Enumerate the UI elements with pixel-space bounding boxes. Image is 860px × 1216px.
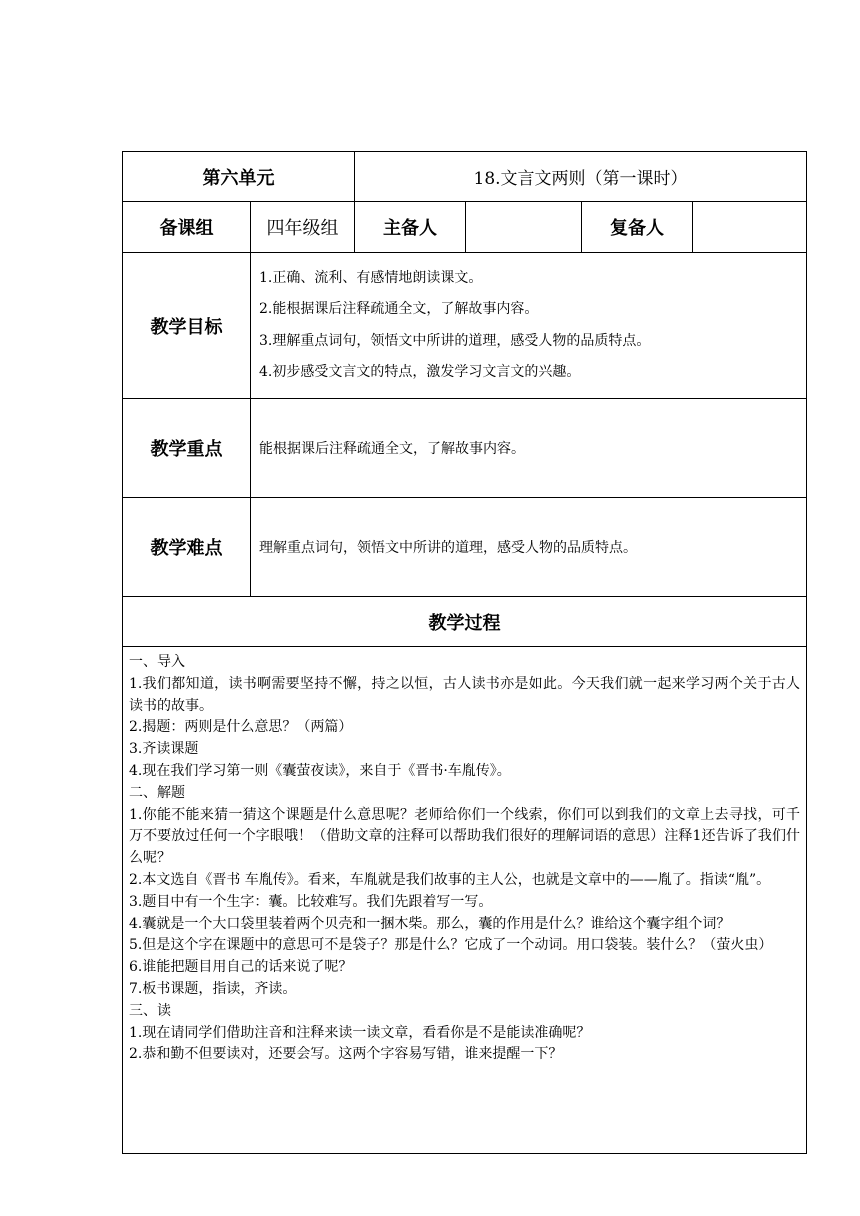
header-row [123, 152, 807, 202]
process-line: 2.恭和勤不但要读对，还要会写。这两个字容易写错，谁来提醒一下？ [129, 1046, 563, 1063]
lead-label: 主备人 [355, 202, 466, 253]
lesson-plan-sheet [122, 151, 806, 1154]
goal-item: 3.理解重点词句，领悟文中所讲的道理，感受人物的品质特点。 [259, 332, 651, 349]
unit-cell: 第六单元 [123, 152, 355, 202]
process-line: 4.现在我们学习第一则《囊萤夜读》，来自于《晋书·车胤传》。 [129, 762, 511, 779]
goals-label: 教学目标 [123, 253, 251, 399]
group-label: 备课组 [123, 202, 251, 253]
process-line: 1.你能不能来猜一猜这个课题是什么意思呢？老师给你们一个线索，你们可以到我们的文章上去寻找，可千万不要放过任何一个字眼哦！（借助文章的注释可以帮助我们很好的理解词语的意思）注释1还告诉了我们什么呢？ [129, 806, 801, 867]
process-line: 3.题目中有一个生字：囊。比较难写。我们先跟着写一写。 [129, 893, 493, 910]
difficulties-label: 教学难点 [123, 498, 251, 597]
process-line: 1.我们都知道，读书啊需要坚持不懈，持之以恒，古人读书亦是如此。今天我们就一起来学习两个关于古人读书的故事。 [129, 675, 801, 714]
goal-item: 2.能根据课后注释疏通全文，了解故事内容。 [259, 301, 539, 317]
process-line: 1.现在请同学们借助注音和注释来读一读文章，看看你是不是能读准确呢？ [129, 1024, 591, 1041]
goal-item: 4.初步感受文言文的特点，激发学习文言文的兴趣。 [259, 364, 581, 380]
process-title: 教学过程 [123, 597, 807, 647]
goal-item: 1.正确、流利、有感情地朗读课文。 [259, 269, 483, 286]
key-points-text: 能根据课后注释疏通全文，了解故事内容。 [251, 399, 807, 498]
lead-value [466, 202, 582, 253]
group-value: 四年级组 [251, 202, 355, 253]
difficulties-row [123, 498, 807, 597]
process-line: 5.但是这个字在课题中的意思可不是袋子？那是什么？它成了一个动词。用口袋装。装什么？（萤火虫） [129, 937, 773, 954]
process-line: 二、解题 [129, 784, 185, 801]
lesson-plan-table [122, 151, 807, 1154]
process-line: 3.齐读课题 [129, 741, 199, 758]
process-line: 2.揭题：两则是什么意思？（两篇） [129, 719, 353, 736]
process-line: 7.板书课题，指读，齐读。 [129, 980, 297, 997]
goals-row [123, 253, 807, 399]
key-points-label: 教学重点 [123, 399, 251, 498]
process-line: 一、导入 [129, 654, 185, 670]
goals-list [251, 253, 807, 399]
process-line: 三、读 [129, 1002, 171, 1019]
lesson-title-cell: 18.文言文两则（第一课时） [355, 152, 807, 202]
process-line: 4.囊就是一个大口袋里装着两个贝壳和一捆木柴。那么，囊的作用是什么？谁给这个囊字组个词？ [129, 915, 731, 932]
process-line: 2.本文选自《晋书 车胤传》。看来，车胤就是我们故事的主人公，也就是文章中的——胤了。指读“胤”。 [129, 871, 771, 888]
process-row [123, 647, 807, 1154]
roles-row [123, 202, 807, 253]
process-body [123, 647, 807, 1154]
review-value [693, 202, 807, 253]
process-line: 6.谁能把题目用自己的话来说了呢？ [129, 959, 353, 976]
process-title-row [123, 597, 807, 647]
key-points-row [123, 399, 807, 498]
difficulties-text: 理解重点词句，领悟文中所讲的道理，感受人物的品质特点。 [251, 498, 807, 597]
review-label: 复备人 [582, 202, 693, 253]
